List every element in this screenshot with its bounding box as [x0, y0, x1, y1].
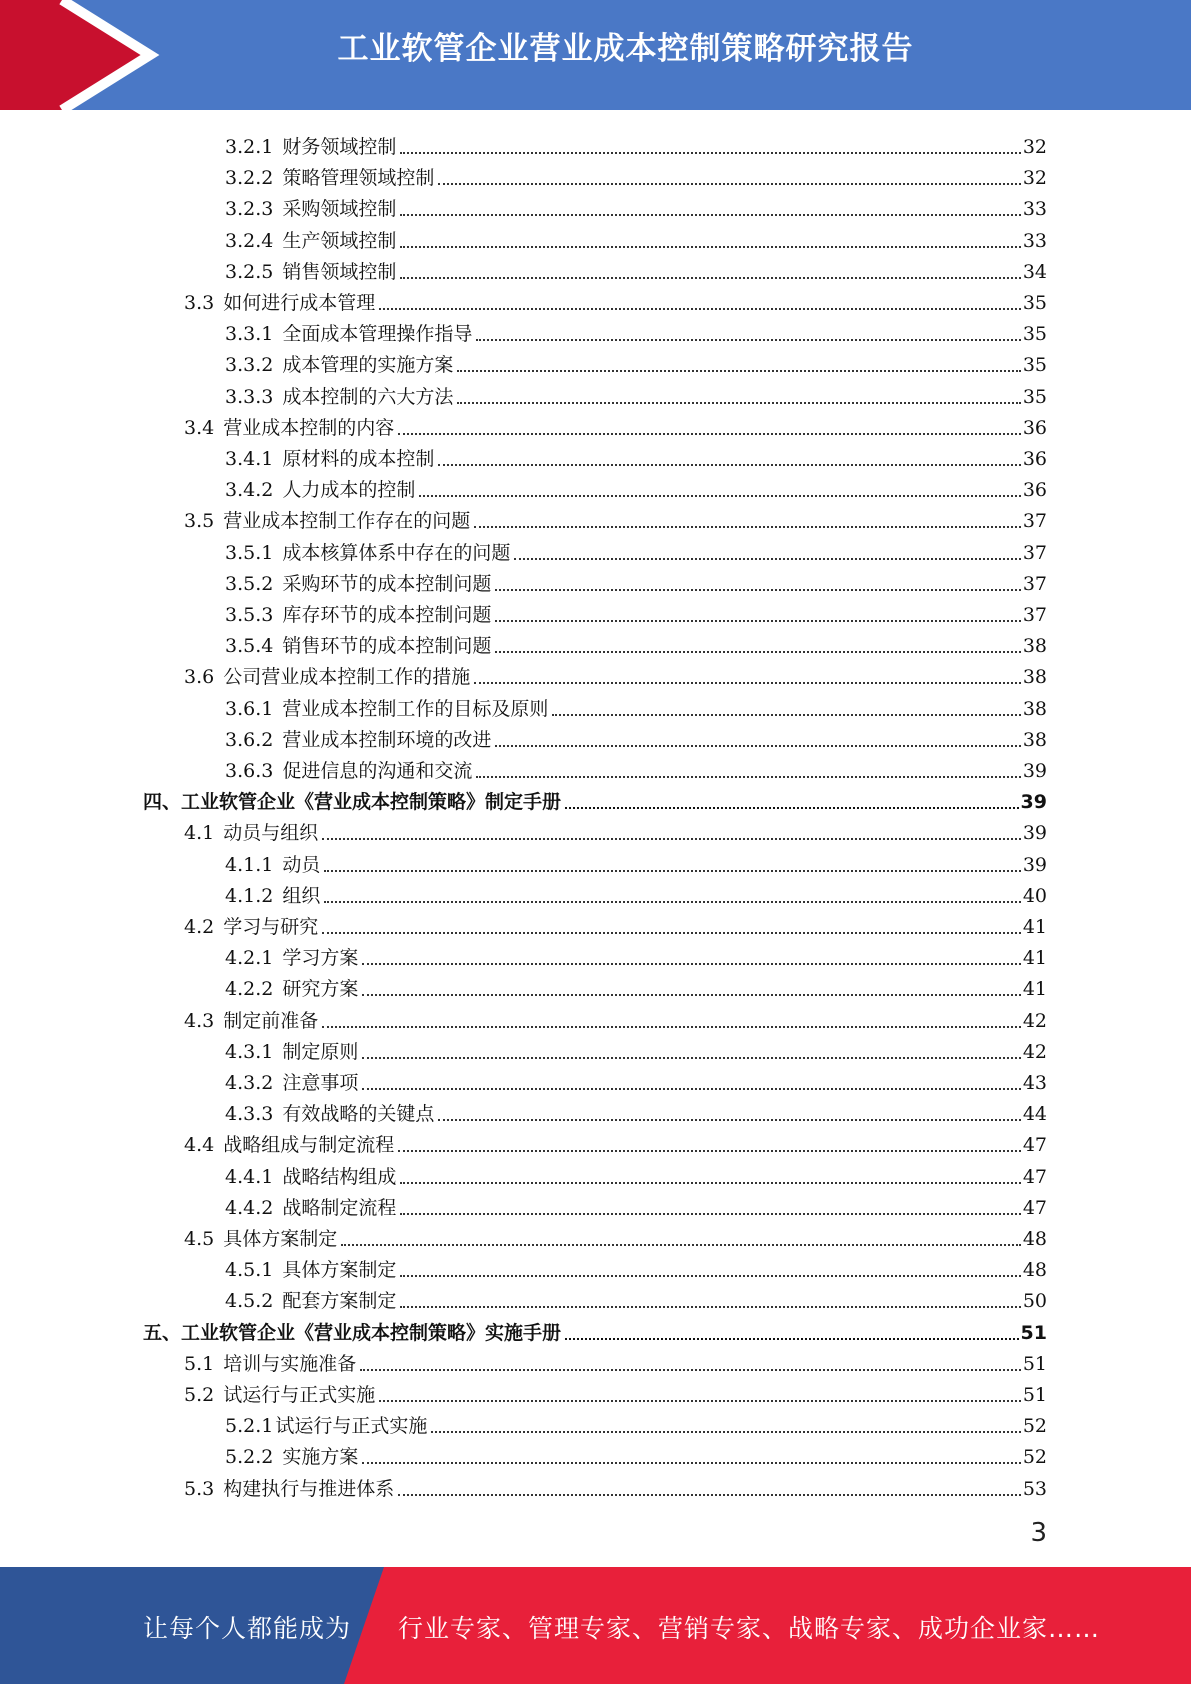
toc-entry[interactable] [225, 970, 1047, 1001]
toc-entry-number: 4.5.2 [225, 1290, 274, 1313]
toc-entry-number: 3.5.1 [225, 541, 274, 564]
toc-entry-title: 原材料的成本控制 [282, 448, 435, 470]
toc-entry-title: 制定前准备 [223, 1009, 319, 1032]
toc-entry[interactable] [225, 534, 1047, 565]
toc-entry-page: 51 [1020, 1321, 1047, 1344]
toc-dot-leader [362, 1462, 1020, 1464]
toc-dot-leader [398, 433, 1021, 435]
toc-entry[interactable] [184, 1470, 1047, 1501]
toc-entry-page: 51 [1022, 1352, 1047, 1375]
toc-entry-number: 3.2.3 [225, 198, 274, 221]
toc-entry-title: 试运行与正式实施 [275, 1415, 428, 1438]
toc-entry-page: 38 [1022, 697, 1047, 720]
toc-dot-leader [438, 183, 1020, 185]
toc-entry-number: 3.4.1 [225, 448, 274, 470]
toc-dot-leader [322, 1026, 1021, 1028]
toc-entry-title: 研究方案 [282, 978, 359, 1001]
toc-entry-number: 3.4 [184, 416, 215, 439]
toc-entry[interactable] [184, 284, 1047, 315]
toc-entry-title: 组织 [282, 884, 321, 907]
toc-entry-title: 实施方案 [282, 1446, 359, 1469]
toc-entry-title: 制定原则 [282, 1040, 359, 1063]
toc-dot-leader [457, 402, 1020, 404]
toc-entry-page: 47 [1022, 1165, 1047, 1188]
toc-dot-leader [457, 370, 1020, 372]
toc-entry[interactable] [184, 658, 1047, 689]
toc-entry[interactable] [184, 1002, 1047, 1033]
toc-dot-leader [379, 1400, 1021, 1402]
toc-entry-title: 战略制定流程 [282, 1196, 397, 1219]
toc-entry[interactable] [225, 939, 1047, 970]
toc-entry-title: 人力成本的控制 [282, 479, 416, 502]
toc-entry-number: 5.3 [184, 1477, 215, 1500]
toc-entry[interactable] [225, 159, 1047, 190]
toc-entry-number: 4.2.1 [225, 947, 274, 970]
page-footer [0, 1567, 1191, 1684]
toc-entry[interactable] [225, 315, 1047, 346]
page-number: 3 [1030, 1518, 1047, 1548]
toc-dot-leader [379, 308, 1021, 310]
toc-entry[interactable] [225, 1095, 1047, 1126]
toc-dot-leader [495, 651, 1020, 653]
toc-entry[interactable] [184, 908, 1047, 939]
toc-dot-leader [341, 1244, 1021, 1246]
toc-entry-page: 37 [1022, 541, 1047, 564]
toc-dot-leader [438, 464, 1020, 466]
toc-dot-leader [400, 1182, 1020, 1184]
toc-entry-number: 3.3 [184, 292, 215, 314]
toc-entry-page: 32 [1022, 167, 1047, 190]
toc-entry-page: 41 [1022, 916, 1047, 938]
toc-entry-number: 4.4.1 [225, 1165, 274, 1188]
toc-entry-number: 4.1 [184, 822, 215, 845]
toc-entry-title: 全面成本管理操作指导 [282, 323, 473, 346]
toc-entry-page: 36 [1022, 416, 1047, 439]
toc-entry-title: 营业成本控制工作存在的问题 [223, 510, 471, 533]
toc-entry[interactable] [184, 1376, 1047, 1407]
toc-dot-leader [474, 526, 1021, 528]
toc-entry[interactable] [184, 502, 1047, 533]
toc-entry[interactable] [225, 627, 1047, 658]
toc-dot-leader [400, 1306, 1020, 1308]
toc-dot-leader [398, 1494, 1021, 1496]
toc-entry-page: 35 [1022, 292, 1047, 314]
toc-entry[interactable] [225, 1158, 1047, 1189]
toc-entry-page: 37 [1022, 604, 1047, 626]
toc-entry[interactable] [225, 1438, 1047, 1469]
toc-entry-number: 3.6.3 [225, 760, 274, 782]
toc-entry-title: 营业成本控制的内容 [223, 416, 395, 439]
toc-entry-page: 36 [1022, 479, 1047, 502]
toc-dot-leader [474, 682, 1021, 684]
toc-entry-number: 3.6.1 [225, 697, 274, 720]
toc-entry[interactable] [184, 1345, 1047, 1376]
toc-entry[interactable] [225, 253, 1047, 284]
toc-entry-number: 3.3.3 [225, 385, 274, 408]
toc-dot-leader [400, 1275, 1020, 1277]
toc-entry-title: 成本核算体系中存在的问题 [282, 541, 511, 564]
toc-entry-title: 促进信息的沟通和交流 [282, 760, 473, 782]
toc-entry[interactable] [225, 471, 1047, 502]
toc-entry-number: 3.5.2 [225, 572, 274, 595]
toc-entry-number: 4.3.3 [225, 1103, 274, 1126]
toc-entry-page: 39 [1022, 853, 1047, 876]
toc-entry-title: 工业软管企业《营业成本控制策略》制定手册 [181, 791, 562, 814]
toc-entry-number: 4.4.2 [225, 1196, 274, 1219]
toc-entry-number: 4.4 [184, 1134, 215, 1157]
toc-entry-page: 40 [1022, 884, 1047, 907]
toc-entry[interactable] [143, 1314, 1047, 1345]
toc-entry-title: 策略管理领域控制 [282, 167, 435, 190]
toc-entry-page: 38 [1022, 666, 1047, 689]
toc-entry-title: 工业软管企业《营业成本控制策略》实施手册 [181, 1321, 562, 1344]
toc-entry-page: 36 [1022, 448, 1047, 470]
footer-slogan-right: 行业专家、管理专家、营销专家、战略专家、成功企业家…… [398, 1614, 1101, 1643]
toc-entry-page: 43 [1022, 1072, 1047, 1094]
toc-dot-leader [322, 838, 1021, 840]
toc-entry[interactable] [225, 1251, 1047, 1282]
toc-entry-page: 32 [1022, 136, 1047, 158]
toc-entry-page: 33 [1022, 229, 1047, 252]
toc-entry-page: 35 [1022, 323, 1047, 346]
toc-entry[interactable] [225, 440, 1047, 471]
toc-entry[interactable] [225, 1033, 1047, 1064]
toc-dot-leader [362, 1088, 1020, 1090]
toc-entry-page: 48 [1022, 1228, 1047, 1250]
toc-entry-title: 生产领域控制 [282, 229, 397, 252]
toc-entry[interactable] [225, 565, 1047, 596]
toc-entry-page: 38 [1022, 635, 1047, 658]
toc-dot-leader [398, 1150, 1021, 1152]
toc-entry-number: 3.6 [184, 666, 215, 689]
toc-entry-page: 41 [1022, 947, 1047, 970]
toc-entry-page: 37 [1022, 572, 1047, 595]
toc-dot-leader [400, 246, 1020, 248]
toc-dot-leader [324, 870, 1020, 872]
toc-entry-number: 3.3.1 [225, 323, 274, 346]
toc-entry[interactable] [184, 1220, 1047, 1251]
toc-entry-page: 52 [1022, 1415, 1047, 1438]
toc-entry-page: 38 [1022, 728, 1047, 751]
toc-dot-leader [438, 1119, 1020, 1121]
toc-entry-number: 4.2.2 [225, 978, 274, 1001]
toc-entry-page: 37 [1022, 510, 1047, 533]
toc-entry-page: 39 [1020, 791, 1047, 814]
page-header [0, 0, 1191, 110]
toc-entry-title: 采购环节的成本控制问题 [282, 572, 492, 595]
toc-entry-number: 3.2.4 [225, 229, 274, 252]
toc-entry-title: 配套方案制定 [282, 1290, 397, 1313]
footer-slogan-left: 让每个人都能成为 [143, 1614, 352, 1643]
toc-entry-number: 3.4.2 [225, 479, 274, 502]
toc-dot-leader [400, 152, 1020, 154]
toc-entry-title: 成本控制的六大方法 [282, 385, 454, 408]
toc-entry-number: 3.3.2 [225, 354, 274, 377]
toc-entry-number: 3.2.5 [225, 260, 274, 283]
toc-entry-page: 51 [1022, 1384, 1047, 1406]
toc-entry-number: 4.5.1 [225, 1259, 274, 1282]
toc-entry-page: 52 [1022, 1446, 1047, 1469]
toc-entry[interactable] [184, 1126, 1047, 1157]
toc-entry[interactable] [225, 346, 1047, 377]
toc-entry[interactable] [225, 596, 1047, 627]
toc-entry[interactable] [225, 1282, 1047, 1313]
toc-dot-leader [400, 1213, 1020, 1215]
toc-entry[interactable] [225, 222, 1047, 253]
toc-entry-title: 战略结构组成 [282, 1165, 397, 1188]
toc-entry-page: 42 [1022, 1009, 1047, 1032]
toc-dot-leader [495, 745, 1020, 747]
toc-entry-title: 销售环节的成本控制问题 [282, 635, 492, 658]
toc-entry-title: 成本管理的实施方案 [282, 354, 454, 377]
toc-entry-page: 53 [1022, 1477, 1047, 1500]
toc-entry-title: 公司营业成本控制工作的措施 [223, 666, 471, 689]
toc-entry-number: 4.3 [184, 1009, 215, 1032]
toc-dot-leader [514, 558, 1020, 560]
toc-entry-title: 动员 [282, 853, 321, 876]
toc-entry-title: 培训与实施准备 [223, 1352, 357, 1375]
document-title: 工业软管企业营业成本控制策略研究报告 [337, 31, 914, 67]
toc-dot-leader [565, 807, 1019, 809]
toc-entry-title: 营业成本控制工作的目标及原则 [282, 697, 549, 720]
toc-entry-page: 47 [1022, 1196, 1047, 1219]
toc-entry-number: 3.5 [184, 510, 215, 533]
toc-dot-leader [495, 620, 1020, 622]
toc-entry-page: 34 [1022, 260, 1047, 283]
toc-entry-page: 48 [1022, 1259, 1047, 1282]
toc-dot-leader [476, 339, 1020, 341]
toc-entry[interactable] [225, 846, 1047, 877]
toc-entry-number: 5.2 [184, 1384, 215, 1406]
toc-entry[interactable] [184, 409, 1047, 440]
toc-dot-leader [324, 901, 1020, 903]
toc-entry-page: 35 [1022, 354, 1047, 377]
toc-entry-number: 4.3.1 [225, 1040, 274, 1063]
toc-dot-leader [552, 714, 1020, 716]
toc-entry-title: 销售领域控制 [282, 260, 397, 283]
toc-entry-page: 33 [1022, 198, 1047, 221]
toc-entry-title: 库存环节的成本控制问题 [282, 604, 492, 626]
toc-entry-number: 3.2.2 [225, 167, 274, 190]
toc-entry-page: 47 [1022, 1134, 1047, 1157]
toc-entry-number: 四、 [143, 791, 182, 814]
toc-entry-number: 五、 [143, 1321, 182, 1344]
toc-dot-leader [495, 589, 1020, 591]
toc-dot-leader [419, 495, 1020, 497]
toc-entry[interactable] [225, 1189, 1047, 1220]
toc-entry[interactable] [225, 190, 1047, 221]
toc-entry-page: 39 [1022, 760, 1047, 782]
toc-entry-number: 4.1.2 [225, 884, 274, 907]
toc-entry-number: 4.3.2 [225, 1072, 274, 1094]
toc-entry-number: 5.1 [184, 1352, 215, 1375]
toc-entry-title: 具体方案制定 [282, 1259, 397, 1282]
toc-entry-number: 5.2.1 [225, 1415, 274, 1438]
toc-entry[interactable] [184, 814, 1047, 845]
toc-dot-leader [362, 1057, 1020, 1059]
toc-entry-title: 有效战略的关键点 [282, 1103, 435, 1126]
toc-entry-title: 学习方案 [282, 947, 359, 970]
toc-dot-leader [400, 277, 1020, 279]
toc-entry-title: 动员与组织 [223, 822, 319, 845]
toc-dot-leader [476, 776, 1020, 778]
toc-entry-number: 3.5.3 [225, 604, 274, 626]
toc-entry[interactable] [225, 721, 1047, 752]
toc-dot-leader [565, 1338, 1019, 1340]
toc-entry-page: 50 [1022, 1290, 1047, 1313]
toc-entry-title: 如何进行成本管理 [223, 292, 376, 314]
toc-entry[interactable] [225, 128, 1047, 159]
toc-entry-title: 注意事项 [282, 1072, 359, 1094]
toc-dot-leader [360, 1369, 1021, 1371]
toc-entry[interactable] [143, 783, 1047, 814]
toc-entry-page: 44 [1022, 1103, 1047, 1126]
toc-entry-title: 构建执行与推进体系 [223, 1477, 395, 1500]
toc-entry-title: 试运行与正式实施 [223, 1384, 376, 1406]
toc-entry-title: 学习与研究 [223, 916, 319, 938]
toc-entry[interactable] [225, 752, 1047, 783]
toc-entry-number: 4.1.1 [225, 853, 274, 876]
toc-dot-leader [362, 994, 1020, 996]
toc-entry[interactable] [225, 690, 1047, 721]
toc-entry-number: 4.5 [184, 1228, 215, 1250]
toc-entry-page: 41 [1022, 978, 1047, 1001]
toc-entry[interactable] [225, 877, 1047, 908]
toc-dot-leader [400, 214, 1020, 216]
toc-entry-page: 35 [1022, 385, 1047, 408]
toc-entry[interactable] [225, 378, 1047, 409]
toc-entry-title: 采购领域控制 [282, 198, 397, 221]
toc-entry-page: 39 [1022, 822, 1047, 845]
toc-entry[interactable] [225, 1407, 1047, 1438]
toc-entry-number: 3.2.1 [225, 136, 274, 158]
toc-entry-title: 财务领域控制 [282, 136, 397, 158]
toc-entry-page: 42 [1022, 1040, 1047, 1063]
toc-entry-number: 4.2 [184, 916, 215, 938]
toc-entry-number: 3.6.2 [225, 728, 274, 751]
toc-dot-leader [322, 932, 1021, 934]
toc-entry-title: 营业成本控制环境的改进 [282, 728, 492, 751]
toc-entry[interactable] [225, 1064, 1047, 1095]
toc-entry-title: 具体方案制定 [223, 1228, 338, 1250]
toc-dot-leader [362, 963, 1020, 965]
toc-entry-title: 战略组成与制定流程 [223, 1134, 395, 1157]
toc-entry-number: 3.5.4 [225, 635, 274, 658]
toc-dot-leader [431, 1431, 1020, 1433]
toc-entry-number: 5.2.2 [225, 1446, 274, 1469]
